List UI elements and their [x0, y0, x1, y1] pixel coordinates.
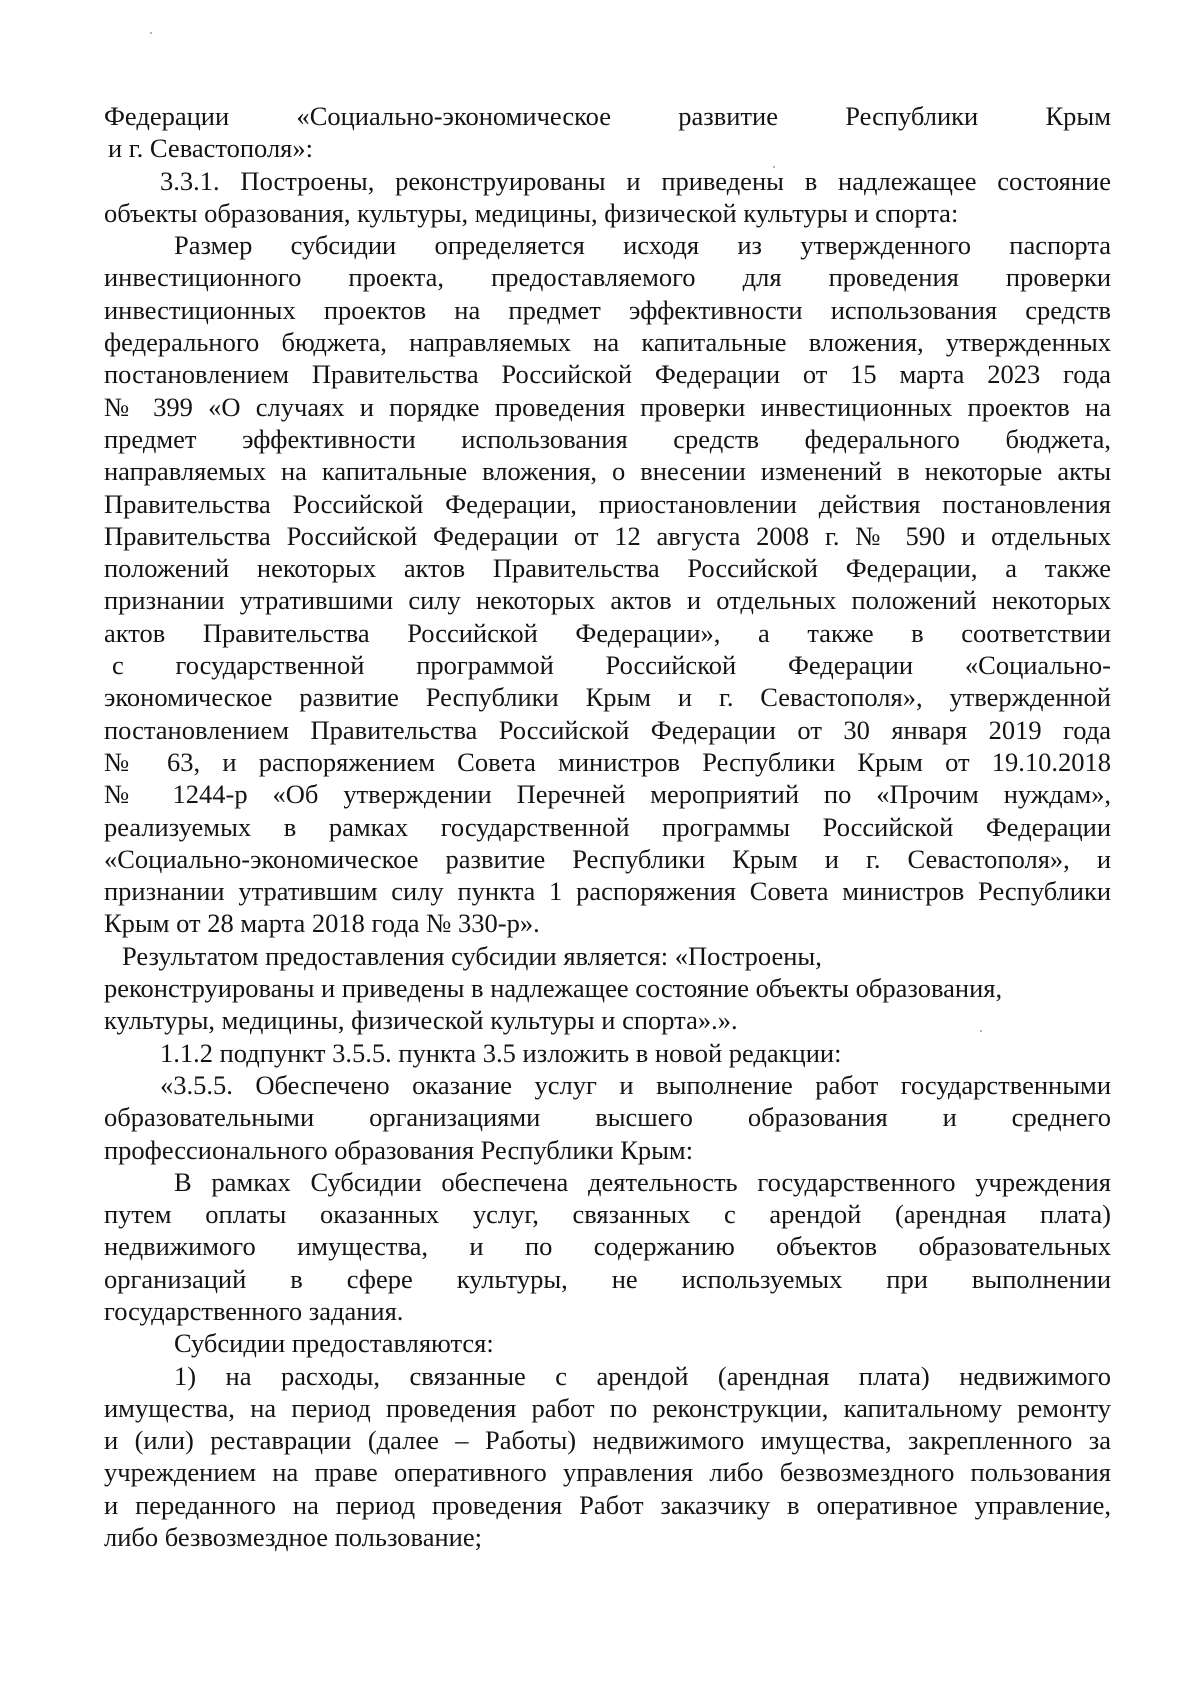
text-line: Размер субсидии определяется исходя из утвержденного паспорта	[174, 230, 1111, 261]
text-line: 1.1.2 подпункт 3.5.5. пункта 3.5 изложить в новой редакции:	[160, 1037, 842, 1068]
text-line: постановлением Правительства Российской Федерации от 30 января 2019 года	[104, 714, 1111, 745]
scan-artifact	[150, 32, 152, 34]
text-line: Субсидии предоставляются:	[174, 1328, 494, 1359]
text-line: и (или) реставрации (далее – Работы) недвижимого имущества, закрепленного за	[104, 1425, 1111, 1456]
text-line: недвижимого имущества, и по содержанию объектов образовательных	[104, 1231, 1111, 1262]
text-line: реконструированы и приведены в надлежащее состояние объекты образования,	[104, 973, 1003, 1004]
text-line: «3.5.5. Обеспечено оказание услуг и выполнение работ государственными	[160, 1069, 1111, 1100]
text-line: Результатом предоставления субсидии является: «Построены,	[122, 940, 822, 971]
text-line: «Социально-экономическое развитие Республики Крым и г. Севастополя», и	[104, 843, 1111, 874]
text-line: культуры, медицины, физической культуры и спорта».».	[104, 1005, 738, 1036]
text-line: образовательными организациями высшего образования и среднего	[104, 1102, 1111, 1133]
text-line: признании утратившими силу некоторых актов и отдельных положений некоторых	[104, 585, 1111, 616]
text-line: 3.3.1. Построены, реконструированы и приведены в надлежащее состояние	[160, 165, 1111, 196]
text-line: путем оплаты оказанных услуг, связанных с арендой (арендная плата)	[104, 1199, 1111, 1230]
text-line: направляемых на капитальные вложения, о внесении изменений в некоторые акты	[104, 456, 1111, 487]
text-line: актов Правительства Российской Федерации», а также в соответствии	[104, 617, 1111, 648]
text-line: В рамках Субсидии обеспечена деятельность государственного учреждения	[174, 1166, 1111, 1197]
text-line: и г. Севастополя»:	[108, 133, 313, 164]
text-line: постановлением Правительства Российской Федерации от 15 марта 2023 года	[104, 359, 1111, 390]
text-line: объекты образования, культуры, медицины, физической культуры и спорта:	[104, 197, 959, 228]
text-line: профессионального образования Республики Крым:	[104, 1134, 694, 1165]
text-line: предмет эффективности использования средств федерального бюджета,	[104, 423, 1111, 454]
text-line: инвестиционных проектов на предмет эффективности использования средств	[104, 294, 1111, 325]
text-line: федерального бюджета, направляемых на капитальные вложения, утвержденных	[104, 327, 1111, 358]
text-line: Правительства Российской Федерации от 12 августа 2008 г. № 590 и отдельных	[104, 520, 1111, 551]
text-line: Правительства Российской Федерации, приостановлении действия постановления	[104, 488, 1111, 519]
text-line: с государственной программой Российской Федерации «Социально-	[112, 650, 1111, 681]
text-line: реализуемых в рамках государственной программы Российской Федерации	[104, 811, 1111, 842]
text-line: имущества, на период проведения работ по реконструкции, капитальному ремонту	[104, 1392, 1111, 1423]
text-line: государственного задания.	[104, 1295, 404, 1326]
document-body	[104, 100, 1111, 1553]
text-line: № 63, и распоряжением Совета министров Республики Крым от 19.10.2018	[104, 746, 1111, 777]
text-line: № 399 «О случаях и порядке проведения проверки инвестиционных проектов на	[104, 391, 1111, 422]
text-line: положений некоторых актов Правительства Российской Федерации, а также	[104, 553, 1111, 584]
text-line: Крым от 28 марта 2018 года № 330-р».	[104, 908, 540, 939]
text-line: и переданного на период проведения Работ заказчику в оперативное управление,	[104, 1489, 1111, 1520]
text-line: инвестиционного проекта, предоставляемого для проведения проверки	[104, 262, 1111, 293]
text-line: 1) на расходы, связанные с арендой (арендная плата) недвижимого	[174, 1360, 1111, 1391]
text-line: либо безвозмездное пользование;	[104, 1522, 482, 1553]
text-line: № 1244-р «Об утверждении Перечней мероприятий по «Прочим нуждам»,	[104, 779, 1111, 810]
text-line: учреждением на праве оперативного управления либо безвозмездного пользования	[104, 1457, 1111, 1488]
text-line: признании утратившим силу пункта 1 распоряжения Совета министров Республики	[104, 876, 1111, 907]
text-line: экономическое развитие Республики Крым и г. Севастополя», утвержденной	[104, 682, 1111, 713]
text-line: организаций в сфере культуры, не используемых при выполнении	[104, 1263, 1111, 1294]
text-line: Федерации «Социально-экономическое развитие Республики Крым	[104, 101, 1111, 131]
